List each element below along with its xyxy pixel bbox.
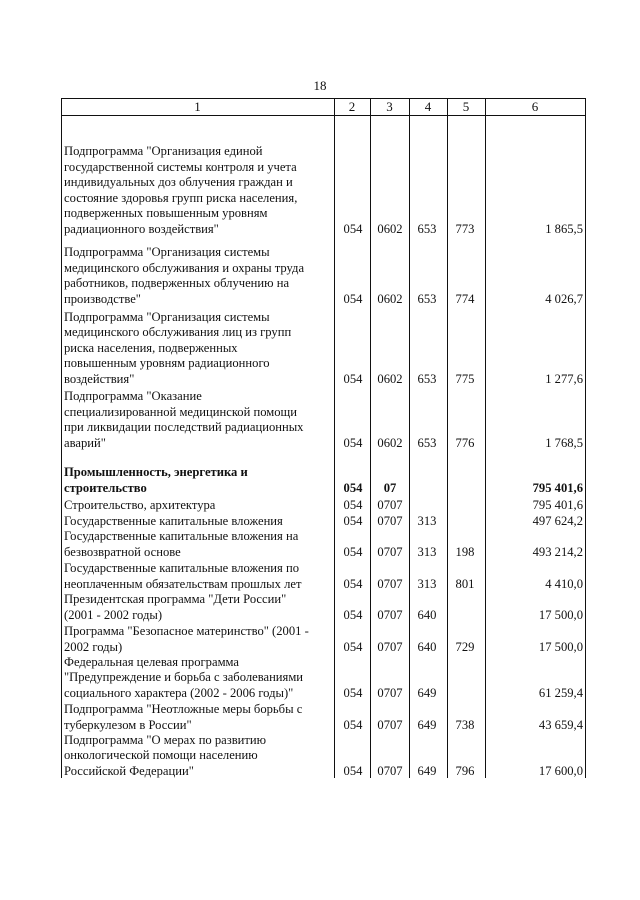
row-section-code: 0707 <box>377 576 403 591</box>
row-amount: 17 500,0 <box>538 639 583 654</box>
row-ministry-code: 054 <box>343 544 363 559</box>
row-ministry-code: 054 <box>343 371 363 386</box>
row-target-code: 653 <box>417 221 437 236</box>
row-amount: 795 401,6 <box>532 497 583 512</box>
row-amount: 1 768,5 <box>545 435 583 450</box>
table-row <box>61 624 586 655</box>
row-ministry-code: 054 <box>343 639 363 654</box>
row-ministry-code: 054 <box>343 221 363 236</box>
table-row <box>61 388 586 451</box>
row-amount: 795 401,6 <box>532 480 583 495</box>
row-name: Строительство, архитектура <box>64 497 216 512</box>
row-target-code: 649 <box>417 717 437 732</box>
row-section-code: 0602 <box>377 435 403 450</box>
header-col-2: 2 <box>348 99 356 114</box>
header-bottom-border <box>61 115 586 116</box>
table-row <box>61 702 586 733</box>
row-name: Подпрограмма "Организация системы медицинского обслуживания лиц из групп риска населения, подверженных повышенным уровням радиационного воздействия" <box>64 309 292 386</box>
row-expense-code: 776 <box>455 435 475 450</box>
row-name: Подпрограмма "О мерах по развитию онкологической помощи населению Российской Федерации" <box>64 732 267 778</box>
row-ministry-code: 054 <box>343 576 363 591</box>
row-target-code: 653 <box>417 291 437 306</box>
row-expense-code: 796 <box>455 763 475 778</box>
row-expense-code: 198 <box>455 544 475 559</box>
row-section-code: 0707 <box>377 639 403 654</box>
row-amount: 493 214,2 <box>532 544 583 559</box>
budget-table <box>61 98 586 778</box>
row-ministry-code: 054 <box>343 717 363 732</box>
row-target-code: 313 <box>417 513 437 528</box>
row-expense-code: 738 <box>455 717 475 732</box>
table-row <box>61 245 586 307</box>
table-row <box>61 592 586 623</box>
row-section-code: 0707 <box>377 763 403 778</box>
row-ministry-code: 054 <box>343 513 363 528</box>
row-name: Государственные капитальные вложения на безвозвратной основе <box>64 529 299 559</box>
table-row <box>61 655 586 701</box>
table-row <box>61 308 586 387</box>
page-number: 18 <box>313 78 327 93</box>
table-row <box>61 513 586 529</box>
row-ministry-code: 054 <box>343 480 363 495</box>
row-name: Подпрограмма "Оказание специализированной медицинской помощи при ликвидации последствий радиационных аварий" <box>64 389 304 450</box>
row-amount: 4 026,7 <box>545 291 583 306</box>
row-name: Государственные капитальные вложения по неоплаченным обязательствам прошлых лет <box>64 561 302 591</box>
row-target-code: 653 <box>417 435 437 450</box>
row-target-code: 653 <box>417 371 437 386</box>
row-expense-code: 773 <box>455 221 475 236</box>
row-ministry-code: 054 <box>343 763 363 778</box>
header-col-1: 1 <box>194 99 201 114</box>
table-row <box>61 497 586 513</box>
row-target-code: 313 <box>417 576 437 591</box>
row-section-code: 0602 <box>377 221 403 236</box>
row-amount: 4 410,0 <box>545 576 583 591</box>
row-amount: 17 500,0 <box>538 607 583 622</box>
row-ministry-code: 054 <box>343 497 363 512</box>
row-name: Государственные капитальные вложения <box>64 513 283 528</box>
row-expense-code: 801 <box>455 576 475 591</box>
row-target-code: 313 <box>417 544 437 559</box>
row-name: Подпрограмма "Организация системы медицинского обслуживания и охраны труда работников, подверженных облучению на производстве" <box>64 245 305 306</box>
row-name: Подпрограмма "Организация единой государственной системы контроля и учета индивидуальных доз облучения граждан и состояние здоровья групп риска населения, подверженных повышенным уровням радиационного воздействия" <box>64 144 298 236</box>
row-name: Подпрограмма "Неотложные меры борьбы с туберкулезом в России" <box>64 702 303 732</box>
row-name: Федеральная целевая программа "Предупреждение и борьба с заболеваниями социального характера (2002 - 2006 годы)" <box>64 654 304 700</box>
row-target-code: 640 <box>417 607 437 622</box>
row-amount: 43 659,4 <box>538 717 583 732</box>
table-row <box>61 561 586 592</box>
table-row <box>61 143 586 237</box>
table-row <box>61 529 586 560</box>
row-section-code: 0602 <box>377 371 403 386</box>
row-amount: 497 624,2 <box>532 513 583 528</box>
row-expense-code: 729 <box>455 639 475 654</box>
row-amount: 1 865,5 <box>545 221 583 236</box>
row-name: Программа "Безопасное материнство" (2001 - 2002 годы) <box>64 624 309 654</box>
row-name: Промышленность, энергетика и строительство <box>64 465 248 495</box>
header-col-6: 6 <box>531 99 539 114</box>
row-section-code: 0707 <box>377 497 403 512</box>
row-target-code: 649 <box>417 685 437 700</box>
row-section-code: 0707 <box>377 685 403 700</box>
row-ministry-code: 054 <box>343 607 363 622</box>
row-section-code: 0707 <box>377 513 403 528</box>
row-ministry-code: 054 <box>343 291 363 306</box>
row-target-code: 649 <box>417 763 437 778</box>
row-target-code: 640 <box>417 639 437 654</box>
row-expense-code: 774 <box>455 291 475 306</box>
row-amount: 17 600,0 <box>538 763 583 778</box>
header-col-4: 4 <box>424 99 432 114</box>
row-ministry-code: 054 <box>343 435 363 450</box>
row-ministry-code: 054 <box>343 685 363 700</box>
row-amount: 61 259,4 <box>538 685 583 700</box>
row-amount: 1 277,6 <box>545 371 583 386</box>
row-section-code: 0707 <box>377 717 403 732</box>
row-section-code: 0707 <box>377 607 403 622</box>
table-row <box>61 733 586 779</box>
row-name: Президентская программа "Дети России" (2001 - 2002 годы) <box>64 592 287 622</box>
header-col-3: 3 <box>386 99 393 114</box>
row-expense-code: 775 <box>455 371 475 386</box>
table-row-section <box>61 464 586 496</box>
row-section-code: 07 <box>383 480 397 495</box>
header-col-5: 5 <box>462 99 470 114</box>
row-section-code: 0602 <box>377 291 403 306</box>
row-section-code: 0707 <box>377 544 403 559</box>
